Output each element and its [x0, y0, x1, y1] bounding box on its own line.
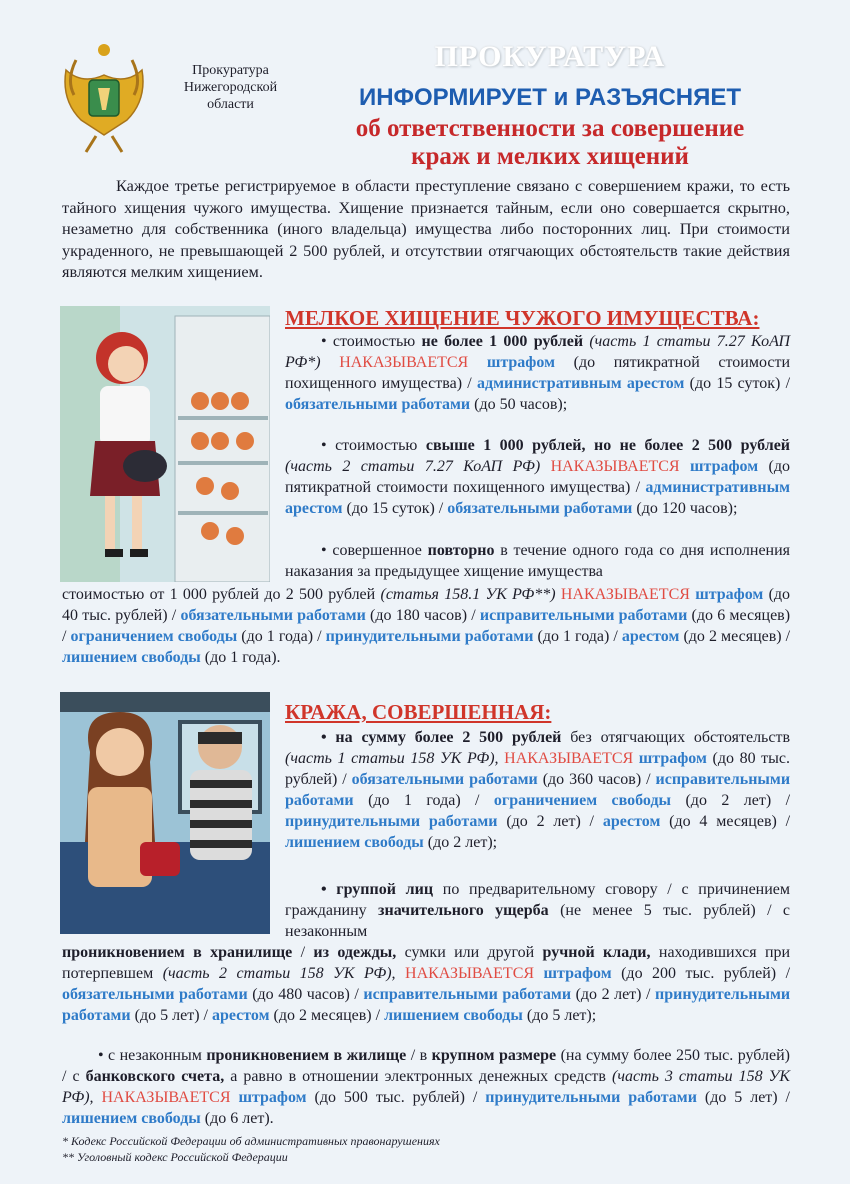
text: штрафом — [486, 354, 555, 371]
text: (не менее 5 тыс. рублей) / с незаконным — [285, 902, 791, 940]
text: (до 1 года) / — [368, 792, 480, 809]
prosecutor-emblem-icon — [56, 40, 152, 160]
text: в течение одного года со дня исполнения наказания за предыдущее хищение имущества — [285, 542, 791, 580]
text: (до 480 часов) / — [252, 986, 359, 1003]
text: проникновением в жилище — [206, 1047, 407, 1064]
text: (до 200 тыс. рублей) / — [621, 965, 791, 982]
text: • группой лиц — [321, 881, 434, 898]
text: административным арестом — [285, 479, 791, 517]
text: (до пятикратной стоимости похищенного имущества) / — [285, 354, 791, 392]
text: принудительными работами — [485, 1089, 697, 1106]
text: ручной клади, — [542, 944, 651, 961]
text: (часть 1 статьи 158 УК РФ), — [285, 750, 499, 767]
text: НАКАЗЫВАЕТСЯ — [560, 586, 690, 603]
title-subject — [300, 115, 800, 171]
text: свыше 1 000 рублей, но не более 2 500 рублей — [425, 437, 791, 454]
text: (до 2 лет) / — [685, 792, 791, 809]
footnote-uk: ** Уголовный кодекс Российской Федерации — [62, 1150, 288, 1164]
text: (до 40 тыс. рублей) / — [62, 586, 791, 624]
org-line: области — [207, 97, 254, 112]
title-prosecutor: ПРОКУРАТУРА — [434, 40, 666, 73]
text: а равно в отношении электронных денежных средств — [230, 1068, 606, 1085]
text: (до 15 суток) / — [346, 500, 444, 517]
petty-theft-item-2 — [285, 435, 790, 519]
theft-item-1 — [285, 727, 790, 853]
theft-item-2-start — [285, 879, 790, 942]
text: принудительными работами — [62, 986, 791, 1024]
text: административным арестом — [476, 375, 685, 392]
text: арестом — [211, 1007, 270, 1024]
section-title-theft: КРАЖА, СОВЕРШЕННАЯ: — [285, 700, 552, 724]
text: находившихся при потерпевшем — [62, 944, 791, 982]
text: лишением свободы — [285, 834, 424, 851]
shoplifting-illustration — [60, 306, 270, 582]
title-informs: ИНФОРМИРУЕТ и РАЗЪЯСНЯЕТ — [358, 84, 742, 111]
text: не более 1 000 рублей — [421, 333, 584, 350]
text: (до 1 года). — [204, 649, 281, 666]
text: (до 6 лет). — [204, 1110, 274, 1127]
text: (до 2 лет) / — [575, 986, 651, 1003]
text: лишением свободы — [384, 1007, 523, 1024]
text: лишением свободы — [62, 649, 201, 666]
text: (до 4 месяцев) / — [669, 813, 791, 830]
text: обязательными работами — [285, 396, 471, 413]
text: обязательными работами — [62, 986, 248, 1003]
org-line: Нижегородской — [183, 80, 278, 95]
text: (часть 3 статьи 158 УК РФ), — [62, 1068, 791, 1106]
org-line: Прокуратура — [192, 63, 269, 78]
text: штрафом — [543, 965, 612, 982]
text: • на сумму более 2 500 рублей — [321, 729, 562, 746]
text: • совершенное — [321, 542, 422, 559]
section-title-petty-theft: МЕЛКОЕ ХИЩЕНИЕ ЧУЖОГО ИМУЩЕСТВА: — [285, 306, 760, 330]
text: (до пятикратной стоимости похищенного имущества) / — [285, 458, 791, 496]
pickpocket-illustration — [60, 692, 270, 934]
text: (до 2 лет) / — [506, 813, 595, 830]
text: • стоимостью — [321, 437, 418, 454]
text: крупном размере — [431, 1047, 557, 1064]
text: по предварительному сговору / с причинением гражданину — [285, 881, 791, 919]
text: лишением свободы — [62, 1110, 201, 1127]
text: (до 2 лет); — [427, 834, 498, 851]
text: обязательными работами — [180, 607, 366, 624]
text: без отягчающих обстоятельств — [570, 729, 790, 746]
text: (часть 2 статьи 7.27 КоАП РФ) — [285, 458, 541, 475]
text: / — [300, 944, 306, 961]
text: проникновением в хранилище — [62, 944, 293, 961]
petty-theft-item-3-cont — [62, 584, 790, 668]
text: (часть 1 статьи 7.27 КоАП РФ*) — [285, 333, 790, 371]
text: • с незаконным — [98, 1047, 202, 1064]
text: повторно — [427, 542, 495, 559]
text: (до 1 года) / — [537, 628, 618, 645]
text: НАКАЗЫВАЕТСЯ — [550, 458, 680, 475]
text: исправительными работами — [363, 986, 572, 1003]
text: (часть 2 статьи 158 УК РФ), — [162, 965, 396, 982]
text: штрафом — [695, 586, 764, 603]
text: штрафом — [690, 458, 759, 475]
text: сумки или другой — [404, 944, 535, 961]
text: ограничением свободы — [70, 628, 238, 645]
text: НАКАЗЫВАЕТСЯ — [504, 750, 634, 767]
title-subject-line: об ответственности за совершение — [355, 115, 745, 142]
organization-name — [168, 62, 293, 113]
text: (до 50 часов); — [474, 396, 568, 413]
text: (до 2 месяцев) / — [683, 628, 791, 645]
text: исправительными работами — [285, 771, 791, 809]
text: (до 5 лет) / — [704, 1089, 790, 1106]
text: стоимостью от 1 000 рублей до 2 500 рублей — [62, 586, 376, 603]
text: (до 1 года) / — [241, 628, 322, 645]
text: (до 180 часов) / — [370, 607, 476, 624]
text: (до 6 месяцев) / — [62, 607, 791, 645]
footnote-koap: * Кодекс Российской Федерации об административных правонарушениях — [62, 1134, 440, 1148]
text: (до 120 часов); — [636, 500, 738, 517]
text: исправительными работами — [479, 607, 688, 624]
text: значительного ущерба — [378, 902, 549, 919]
text: (до 5 лет); — [526, 1007, 597, 1024]
text: штрафом — [638, 750, 707, 767]
text: (до 5 лет) / — [134, 1007, 208, 1024]
text: (на сумму более 250 тыс. рублей) / с — [62, 1047, 791, 1085]
text: (до 15 суток) / — [689, 375, 791, 392]
text: НАКАЗЫВАЕТСЯ — [101, 1089, 231, 1106]
theft-item-3 — [62, 1045, 790, 1129]
text: (статья 158.1 УК РФ**) — [380, 586, 556, 603]
text: ограничением свободы — [493, 792, 672, 809]
intro-paragraph: Каждое третье регистрируемое в области преступление связано с совершением кражи, то есть тайного хищения чужого имущества. Хищение признается тайным, если оно совершается скрытно, незаметно для собственника (иного владельца) имущества либо посторонних лиц. При стоимости украденного, не превышающей 2 500 рублей, и отсутствии отягчающих обстоятельств такие действия являются мелким хищением. — [62, 176, 790, 281]
text: НАКАЗЫВАЕТСЯ — [405, 965, 535, 982]
text: • стоимостью — [321, 333, 416, 350]
text: принудительными работами — [325, 628, 534, 645]
text: НАКАЗЫВАЕТСЯ — [339, 354, 469, 371]
text: (до 80 тыс. рублей) / — [285, 750, 791, 788]
text: / в — [410, 1047, 428, 1064]
text: из одежды, — [313, 944, 397, 961]
title-subject-line: краж и мелких хищений — [411, 143, 689, 170]
petty-theft-item-1 — [285, 331, 790, 415]
text: (до 500 тыс. рублей) / — [314, 1089, 478, 1106]
footnotes — [62, 1133, 762, 1165]
text: арестом — [602, 813, 661, 830]
petty-theft-item-3-start — [285, 540, 790, 582]
text: (до 360 часов) / — [542, 771, 651, 788]
text: банковского счета, — [85, 1068, 225, 1085]
text: (до 2 месяцев) / — [273, 1007, 381, 1024]
text: штрафом — [238, 1089, 307, 1106]
text: принудительными работами — [285, 813, 498, 830]
text: обязательными работами — [351, 771, 538, 788]
text: обязательными работами — [447, 500, 633, 517]
text: арестом — [621, 628, 680, 645]
theft-item-2-cont — [62, 942, 790, 1026]
